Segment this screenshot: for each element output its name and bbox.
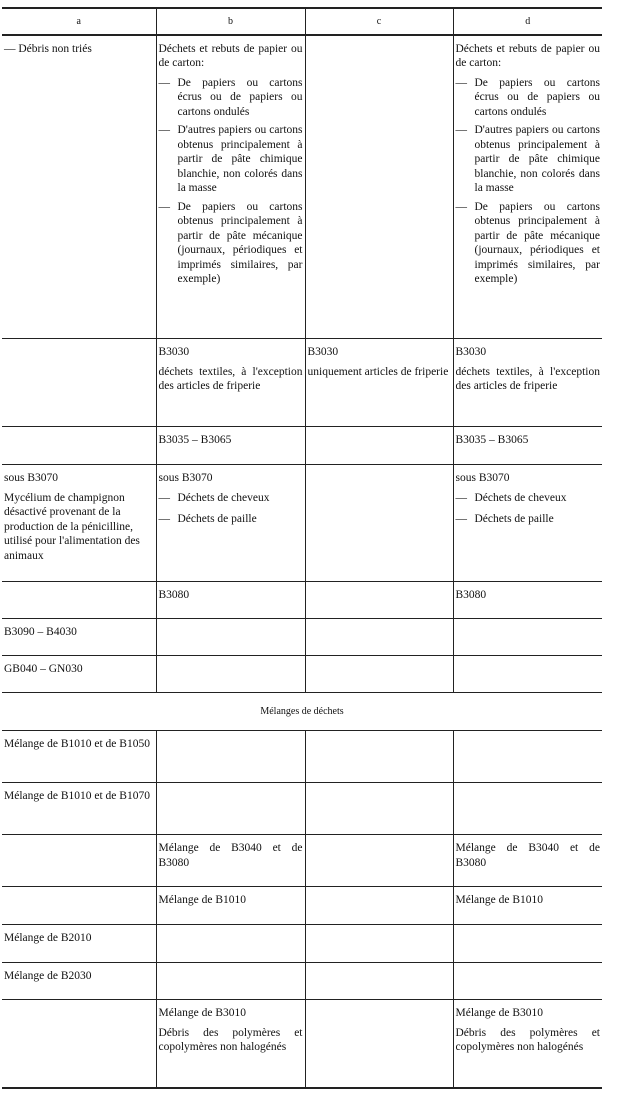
cell-c xyxy=(305,582,453,619)
cell-d xyxy=(453,731,602,783)
table-header-row xyxy=(2,8,602,35)
cell-title: Mélange de B3010 xyxy=(455,1007,544,1019)
cell-d xyxy=(453,339,602,427)
cell-d xyxy=(453,963,602,1000)
cell-code: B3030 xyxy=(307,346,339,358)
cell-c xyxy=(305,835,453,887)
cell-code: B3030 xyxy=(455,346,487,358)
list-item: — De papiers ou cartons obtenus principalement à partir de pâte mécanique (journaux, périodiques et imprimés similaires, par exemple) xyxy=(159,200,303,287)
cell-text: uniquement articles de friperie xyxy=(307,365,449,378)
header-col-b: b xyxy=(156,8,305,35)
cell-d xyxy=(453,656,602,693)
table-row xyxy=(2,465,602,582)
cell-c xyxy=(305,887,453,925)
cell-c xyxy=(305,339,453,427)
cell-d xyxy=(453,783,602,835)
table-row xyxy=(2,835,602,887)
cell-d: Mélange de B3040 et de B3080 xyxy=(453,835,602,887)
table-row xyxy=(2,427,602,465)
cell-c xyxy=(305,427,453,465)
list-item: — D'autres papiers ou cartons obtenus principalement à partir de pâte chimique blanchie, non colorés dans la masse xyxy=(159,123,303,196)
cell-a xyxy=(2,1000,156,1088)
cell-intro: Déchets et rebuts de papier ou de carton: xyxy=(158,42,303,69)
cell-code: sous B3070 xyxy=(4,472,58,484)
cell-a xyxy=(2,427,156,465)
cell-c xyxy=(305,656,453,693)
dash-list xyxy=(159,491,303,527)
cell-text: Débris des polymères et copolymères non halogénés xyxy=(455,1026,600,1053)
cell-d xyxy=(453,465,602,582)
cell-a xyxy=(2,35,156,339)
cell-text: — Débris non triés xyxy=(4,42,92,55)
cell-d xyxy=(453,1000,602,1088)
cell-d xyxy=(453,925,602,963)
cell-a xyxy=(2,582,156,619)
cell-d xyxy=(453,35,602,339)
list-item: — Déchets de cheveux xyxy=(456,491,601,506)
table-row xyxy=(2,1000,602,1088)
cell-a xyxy=(2,465,156,582)
cell-b xyxy=(156,963,305,1000)
cell-c xyxy=(305,731,453,783)
cell-b xyxy=(156,339,305,427)
table-row xyxy=(2,35,602,339)
cell-text: déchets textiles, à l'exception des articles de friperie xyxy=(455,365,600,392)
waste-classification-table xyxy=(2,7,602,1089)
cell-d: Mélange de B1010 xyxy=(453,887,602,925)
list-item: — De papiers ou cartons écrus ou de papiers ou cartons ondulés xyxy=(456,76,601,120)
cell-b xyxy=(156,783,305,835)
cell-b xyxy=(156,656,305,693)
header-col-a: a xyxy=(2,8,156,35)
table-row xyxy=(2,339,602,427)
cell-b xyxy=(156,731,305,783)
table-row xyxy=(2,783,602,835)
cell-b: B3080 xyxy=(156,582,305,619)
cell-c xyxy=(305,783,453,835)
cell-c xyxy=(305,465,453,582)
table-row xyxy=(2,925,602,963)
dash-list xyxy=(159,76,303,287)
cell-a xyxy=(2,887,156,925)
cell-b xyxy=(156,465,305,582)
cell-c xyxy=(305,963,453,1000)
dash-list xyxy=(456,491,601,527)
table-row xyxy=(2,731,602,783)
table-row xyxy=(2,656,602,693)
cell-text: déchets textiles, à l'exception des articles de friperie xyxy=(158,365,303,392)
cell-a: GB040 – GN030 xyxy=(2,656,156,693)
list-item: — De papiers ou cartons obtenus principalement à partir de pâte mécanique (journaux, périodiques et imprimés similaires, par exemple) xyxy=(456,200,601,287)
cell-a: B3090 – B4030 xyxy=(2,619,156,656)
cell-c xyxy=(305,35,453,339)
list-item: — De papiers ou cartons écrus ou de papiers ou cartons ondulés xyxy=(159,76,303,120)
list-item: — Déchets de cheveux xyxy=(159,491,303,506)
cell-a xyxy=(2,339,156,427)
section-row xyxy=(2,693,602,731)
table-row xyxy=(2,963,602,1000)
cell-c xyxy=(305,1000,453,1088)
table-row xyxy=(2,582,602,619)
cell-b xyxy=(156,35,305,339)
cell-title: Mélange de B3010 xyxy=(158,1007,247,1019)
cell-a: Mélange de B1010 et de B1070 xyxy=(2,783,156,835)
cell-d: B3035 – B3065 xyxy=(453,427,602,465)
section-title: Mélanges de déchets xyxy=(2,693,602,731)
table-row xyxy=(2,887,602,925)
cell-b xyxy=(156,1000,305,1088)
header-col-d: d xyxy=(453,8,602,35)
cell-b xyxy=(156,925,305,963)
dash-list xyxy=(456,76,601,287)
cell-d: B3080 xyxy=(453,582,602,619)
cell-b: Mélange de B1010 xyxy=(156,887,305,925)
list-item: — Déchets de paille xyxy=(159,512,303,527)
cell-b: B3035 – B3065 xyxy=(156,427,305,465)
cell-b xyxy=(156,619,305,656)
cell-text: Débris des polymères et copolymères non halogénés xyxy=(158,1026,303,1053)
cell-code: B3030 xyxy=(158,346,190,358)
cell-a: Mélange de B1010 et de B1050 xyxy=(2,731,156,783)
cell-c xyxy=(305,925,453,963)
cell-d xyxy=(453,619,602,656)
cell-intro: Déchets et rebuts de papier ou de carton: xyxy=(455,42,600,69)
cell-b: Mélange de B3040 et de B3080 xyxy=(156,835,305,887)
table-row xyxy=(2,619,602,656)
header-col-c: c xyxy=(305,8,453,35)
list-item: — Déchets de paille xyxy=(456,512,601,527)
cell-code: sous B3070 xyxy=(158,472,213,484)
cell-text: Mycélium de champignon désactivé provenant de la production de la pénicilline, utilisé pour l'alimentation des animaux xyxy=(4,491,140,562)
cell-a: Mélange de B2030 xyxy=(2,963,156,1000)
cell-a: Mélange de B2010 xyxy=(2,925,156,963)
cell-a xyxy=(2,835,156,887)
cell-code: sous B3070 xyxy=(455,472,510,484)
list-item: — D'autres papiers ou cartons obtenus principalement à partir de pâte chimique blanchie, non colorés dans la masse xyxy=(456,123,601,196)
cell-c xyxy=(305,619,453,656)
